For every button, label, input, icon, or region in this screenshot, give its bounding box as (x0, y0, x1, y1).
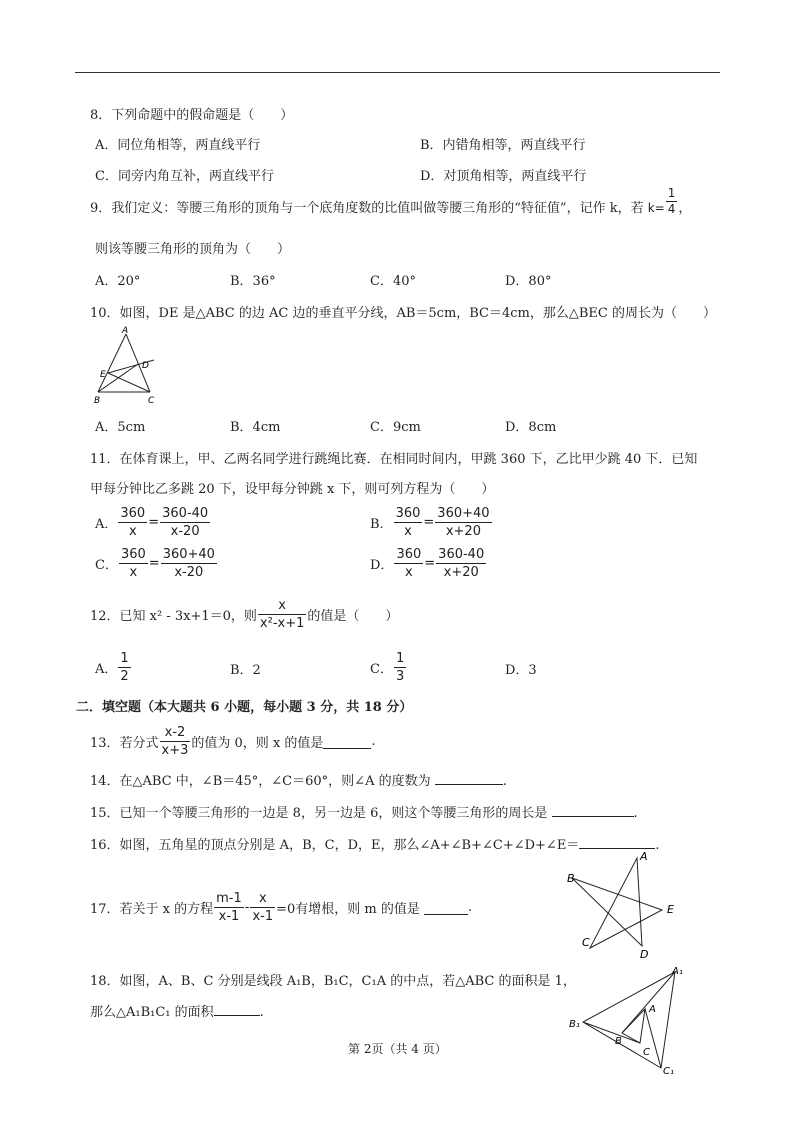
q12-option-b: B．2 (230, 663, 261, 678)
q11-c-den1: x (129, 565, 138, 580)
q9-option-a: A．20° (95, 274, 141, 289)
q18-label-c: C (643, 1047, 650, 1058)
q11-c-eq: = (148, 556, 160, 571)
q11-d-frac2 (436, 546, 486, 581)
q11-option-d (370, 546, 487, 581)
q11-a-label: A． (95, 517, 118, 532)
q8-option-b: B．内错角相等，两直线平行 (420, 138, 586, 153)
q11-c-num2: 360+40 (162, 547, 215, 562)
q10-option-b: B．4cm (230, 420, 281, 435)
q12-stem-post: 的值是（ ） (307, 609, 399, 624)
q17-den1: x-1 (218, 909, 240, 924)
q9-k-numerator: 1 (667, 186, 676, 200)
q12-c-num: 1 (395, 651, 405, 666)
q11-b-frac1 (394, 505, 423, 540)
q11-c-label: C． (95, 558, 118, 573)
q12-stem (90, 597, 398, 632)
q13-fraction (160, 724, 191, 759)
q12-a-num: 1 (120, 651, 129, 666)
q11-option-c (95, 546, 218, 581)
q11-c-frac2 (161, 546, 217, 581)
q17-post: =0有增根，则 m 的值是 (276, 902, 420, 917)
q12-a-label: A． (95, 662, 118, 677)
q9-stem-text: 9．我们定义：等腰三角形的顶角与一个底角度数的比值叫做等腰三角形的“特征值”，记作 k，若 (90, 201, 644, 216)
q12-fraction (258, 597, 306, 632)
q11-a-frac1 (118, 505, 147, 540)
q8-stem: 8．下列命题中的假命题是（ ） (90, 108, 294, 123)
q10-label-d: D (142, 361, 149, 371)
q11-b-num2: 360+40 (437, 506, 490, 521)
q16-label-e: E (667, 903, 674, 916)
q15-text: 15．已知一个等腰三角形的一边是 8，另一边是 6，则这个等腰三角形的周长是 (90, 806, 548, 821)
q16-text: 16．如图，五角星的顶点分别是 A，B，C，D，E，那么∠A+∠B+∠C+∠D+∠E＝ (90, 838, 580, 853)
q18-segment-c1a (645, 1009, 661, 1068)
q16-star-outline (572, 858, 662, 948)
q17-pre: 17．若关于 x 的方程 (90, 902, 214, 917)
q12-a-frac (118, 650, 130, 685)
q13-pre: 13．若分式 (90, 736, 159, 751)
q15-end: . (633, 806, 638, 821)
q17-end: . (468, 900, 473, 915)
q11-a-eq: = (148, 515, 160, 530)
q17-num2: x (250, 890, 275, 908)
q10-stem: 10．如图，DE 是△ABC 的边 AC 边的垂直平分线，AB＝5cm，BC＝4cm，那么△BEC 的周长为（ ） (90, 306, 717, 321)
q9-option-d: D．80° (505, 274, 552, 289)
q10-label-b: B (94, 396, 101, 406)
q14-end: . (502, 774, 507, 789)
q12-c-frac (394, 650, 406, 685)
q17-den2: x-1 (252, 909, 274, 924)
q11-c-frac1 (119, 546, 148, 581)
q16-answer-blank[interactable] (579, 835, 655, 849)
q18-label-b: B (615, 1036, 622, 1047)
q18-label-b1: B₁ (569, 1019, 580, 1030)
q11-b-den1: x (404, 524, 412, 539)
q18-line2 (90, 1001, 264, 1020)
q11-a-num2: 360-40 (162, 506, 209, 521)
q18-triangle-figure (565, 962, 695, 1076)
q14-answer-blank[interactable] (435, 771, 503, 785)
q13 (90, 724, 376, 759)
q11-a-num1: 360 (120, 506, 146, 521)
q11-option-b (370, 505, 493, 540)
q9-k-fraction (666, 186, 678, 217)
q18-line1: 18．如图，A、B、C 分别是线段 A₁B，B₁C，C₁A 的中点，若△ABC 的面积是 1， (90, 974, 576, 989)
q11-b-eq: = (423, 515, 435, 530)
q11-d-num2: 360-40 (438, 547, 485, 562)
q11-d-eq: = (424, 556, 436, 571)
q17-frac2 (250, 890, 275, 925)
q17-num1: m-1 (216, 891, 242, 906)
q10-option-c: C．9cm (370, 420, 421, 435)
q13-answer-blank[interactable] (323, 735, 371, 749)
q16-label-c: C (582, 936, 590, 949)
q17 (90, 890, 472, 925)
q18-label-c1: C₁ (663, 1066, 674, 1076)
q9-stem-line1 (90, 186, 692, 217)
q14 (90, 770, 507, 789)
q11-d-num1: 360 (396, 547, 422, 562)
q10-triangle-figure (88, 324, 168, 406)
q12-num: x (258, 597, 306, 615)
q10-label-e: E (100, 370, 106, 380)
q16-label-a: A (640, 850, 648, 863)
q16-label-d: D (640, 948, 649, 960)
section-title-fill-in: 二．填空题（本大题共 6 小题，每小题 3 分，共 18 分） (76, 700, 413, 715)
q11-b-label: B． (370, 517, 393, 532)
q9-k-lhs: k= (647, 201, 665, 215)
q8-option-d: D．对顶角相等，两直线平行 (420, 169, 587, 184)
q9-option-c: C．40° (370, 274, 416, 289)
q12-c-den: 3 (395, 669, 405, 684)
q18-outer-triangle (583, 972, 675, 1068)
q11-d-frac1 (394, 546, 423, 581)
q17-answer-blank[interactable] (424, 901, 468, 915)
q18-segment-b1c (583, 1022, 640, 1043)
q12-option-a (95, 650, 132, 685)
q13-post: 的值为 0，则 x 的值是 (191, 736, 324, 751)
q9-k-denominator: 4 (667, 202, 676, 216)
q18-label-a1: A₁ (672, 966, 683, 977)
q8-option-a: A．同位角相等，两直线平行 (95, 138, 261, 153)
q11-b-frac2 (435, 505, 491, 540)
page-footer: 第 2页（共 4 页） (348, 1042, 447, 1056)
q12-a-den: 2 (120, 669, 129, 684)
q11-b-num1: 360 (395, 506, 421, 521)
q18-end: . (259, 1005, 264, 1020)
q11-stem-line2: 甲每分钟比乙多跳 20 下，设甲每分钟跳 x 下，则可列方程为（ ） (90, 482, 495, 497)
q9-stem-end: ， (678, 201, 692, 216)
q10-label-a: A (122, 326, 129, 336)
q11-a-den1: x (128, 524, 137, 539)
q12-option-c (370, 650, 407, 685)
q17-frac1 (214, 890, 244, 925)
q16-end: . (655, 838, 660, 853)
q11-c-den2: x-20 (174, 565, 204, 580)
q13-end: . (371, 734, 376, 749)
q11-d-den1: x (405, 565, 413, 580)
q13-num: x-2 (160, 724, 191, 742)
header-rule (75, 72, 720, 73)
q18-answer-blank[interactable] (214, 1002, 260, 1016)
q17-minus: - (244, 900, 250, 915)
q11-a-frac2 (160, 505, 210, 540)
q12-c-label: C． (370, 662, 393, 677)
q18-label-a: A (649, 1004, 656, 1015)
q12-stem-pre: 12．已知 x² - 3x+1＝0，则 (90, 609, 257, 624)
q10-option-d: D．8cm (505, 420, 557, 435)
q11-a-den2: x-20 (170, 524, 200, 539)
q9-option-b: B．36° (230, 274, 276, 289)
q16-star-figure (562, 848, 692, 960)
q8-option-c: C．同旁内角互补，两直线平行 (95, 169, 274, 184)
q11-d-label: D． (370, 558, 394, 573)
q11-option-a (95, 505, 211, 540)
q11-b-den2: x+20 (445, 524, 481, 539)
q10-option-a: A．5cm (95, 420, 146, 435)
q16-label-b: B (567, 872, 575, 885)
q12-den: x²-x+1 (259, 616, 305, 631)
q10-side-ab (98, 334, 126, 392)
q15-answer-blank[interactable] (552, 803, 634, 817)
q15 (90, 802, 638, 821)
q18-line2-text: 那么△A₁B₁C₁ 的面积 (90, 1005, 214, 1020)
q11-d-den2: x+20 (443, 565, 479, 580)
q11-stem-line1: 11．在体育课上，甲、乙两名同学进行跳绳比赛．在相同时间内，甲跳 360 下，乙比甲少跳 40 下．已知 (90, 452, 698, 467)
q9-stem-line2: 则该等腰三角形的顶角为（ ） (95, 242, 291, 257)
q11-c-num1: 360 (120, 547, 146, 562)
q14-text: 14．在△ABC 中，∠B＝45°，∠C＝60°，则∠A 的度数为 (90, 774, 431, 789)
q10-label-c: C (148, 396, 155, 406)
q13-den: x+3 (161, 743, 189, 758)
q12-option-d: D．3 (505, 663, 537, 678)
